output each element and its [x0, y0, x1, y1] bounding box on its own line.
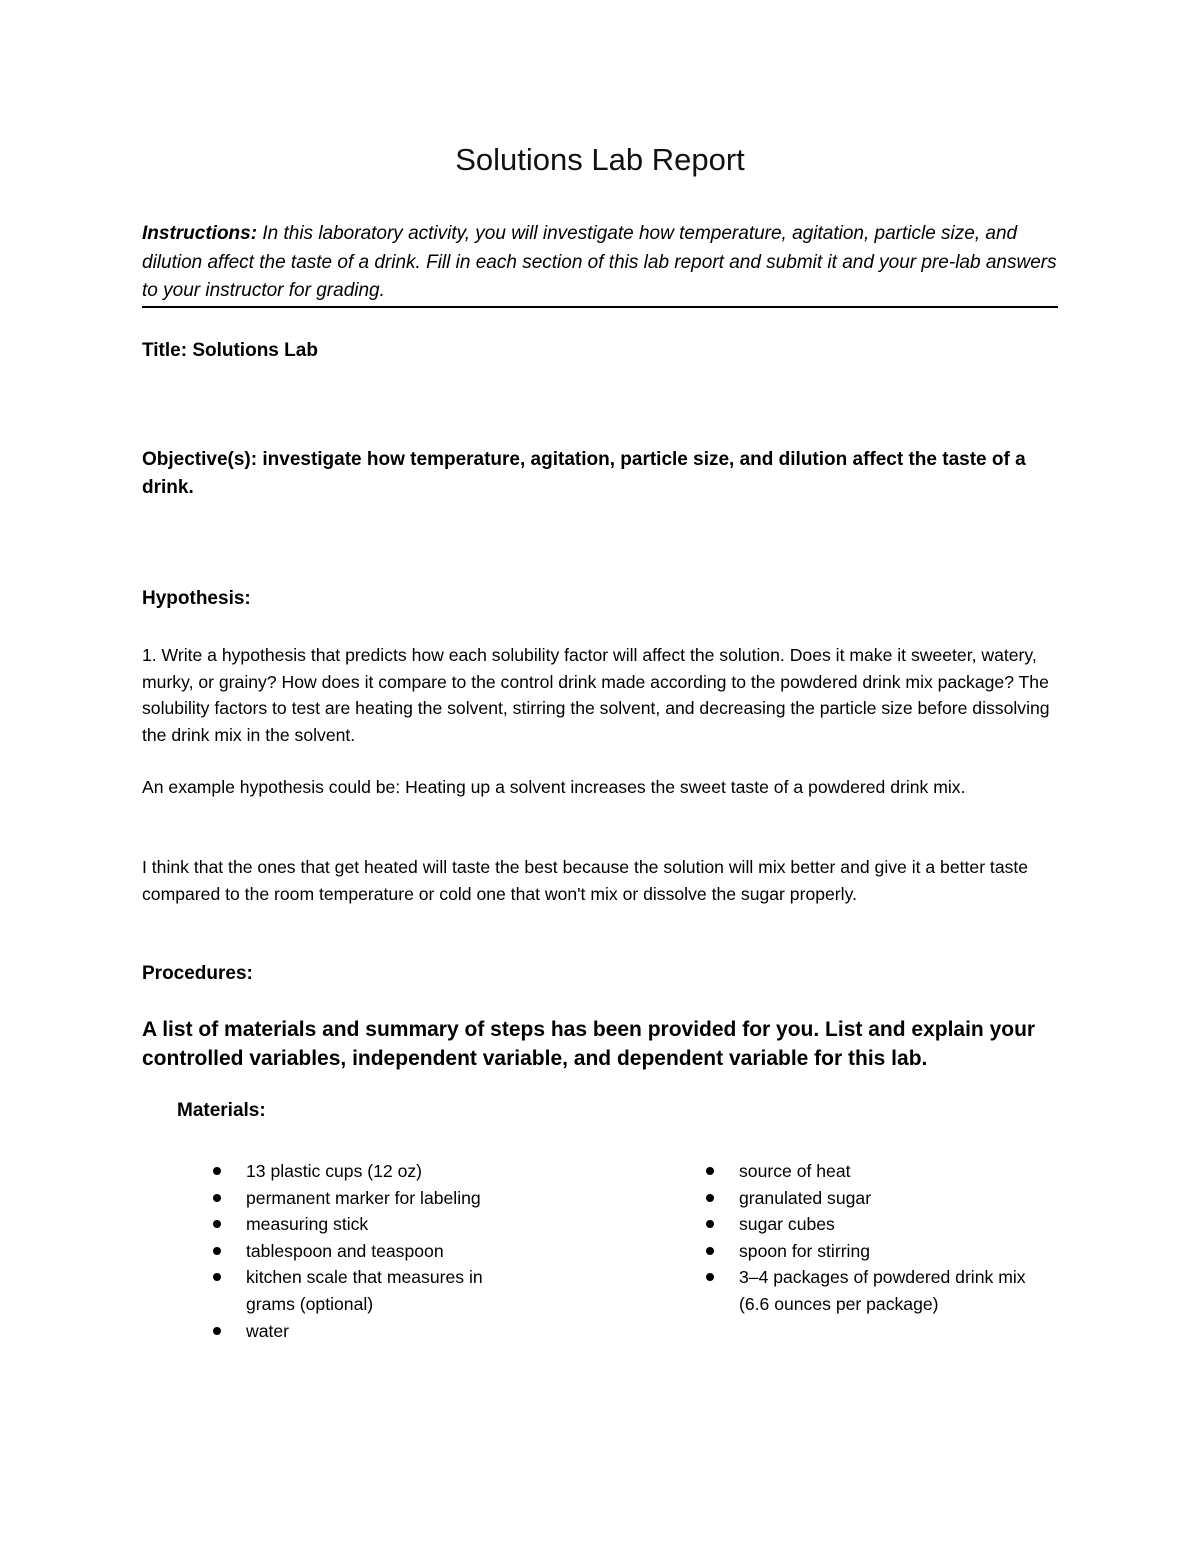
- bullet-icon: [213, 1220, 221, 1228]
- material-label: sugar cubes: [739, 1214, 835, 1235]
- material-label: permanent marker for labeling: [246, 1187, 481, 1208]
- document-title: Solutions Lab Report: [455, 142, 745, 177]
- material-label: source of heat: [739, 1161, 851, 1181]
- list-item: [213, 1238, 533, 1265]
- list-item: [706, 1211, 1036, 1238]
- list-item: [213, 1158, 533, 1185]
- hypothesis-example: An example hypothesis could be: Heating up a solvent increases the sweet taste of a powdered drink mix.: [142, 777, 966, 797]
- list-item: [706, 1158, 1036, 1185]
- list-item: [706, 1264, 1036, 1317]
- list-item: [706, 1185, 1036, 1212]
- instructions-label: Instructions:: [142, 223, 258, 244]
- list-item: [213, 1185, 533, 1212]
- materials-list-left: [213, 1158, 533, 1344]
- list-item: [706, 1238, 1036, 1265]
- horizontal-rule: [142, 306, 1058, 308]
- title-line: Title: Solutions Lab: [142, 340, 318, 361]
- bullet-icon: [706, 1247, 714, 1255]
- material-label: 13 plastic cups (12 oz): [246, 1161, 423, 1181]
- list-item: [213, 1264, 533, 1317]
- instructions-paragraph: [142, 220, 1062, 306]
- materials-list-right: [706, 1158, 1036, 1318]
- hypothesis-answer: I think that the ones that get heated will taste the best because the solution will mix better and give it a better taste compared to the room temperature or cold one that won't mix or dissolve the sugar properly.: [142, 857, 1029, 904]
- material-label: tablespoon and teaspoon: [246, 1240, 444, 1261]
- material-label: spoon for stirring: [739, 1240, 871, 1261]
- bullet-icon: [706, 1220, 714, 1228]
- material-label: granulated sugar: [739, 1187, 872, 1208]
- material-label: 3–4 packages of powdered drink mix (6.6 ounces per package): [739, 1267, 1026, 1314]
- material-label: water: [246, 1320, 290, 1341]
- material-label: measuring stick: [246, 1214, 369, 1235]
- instructions-text: In this laboratory activity, you will investigate how temperature, agitation, particle size, and dilution affect the taste of a drink. Fill in each section of this lab report and submit it and your pre-lab answers to your instructor for grading.: [142, 223, 1057, 301]
- procedures-summary: A list of materials and summary of steps has been provided for you. List and explain your controlled variables, independent variable, and dependent variable for this lab.: [142, 1018, 1036, 1070]
- materials-heading: Materials:: [177, 1100, 266, 1121]
- material-label: kitchen scale that measures in grams (optional): [246, 1267, 483, 1314]
- bullet-icon: [706, 1167, 714, 1175]
- list-item: [213, 1211, 533, 1238]
- bullet-icon: [213, 1327, 221, 1335]
- bullet-icon: [213, 1247, 221, 1255]
- bullet-icon: [706, 1273, 714, 1281]
- objective-line: Objective(s): investigate how temperature, agitation, particle size, and dilution affect the taste of a drink.: [142, 449, 1026, 498]
- hypothesis-question: 1. Write a hypothesis that predicts how each solubility factor will affect the solution. Does it make it sweeter, watery, murky, or grainy? How does it compare to the control drink made according to the powdered drink mix package? The solubility factors to test are heating the solvent, stirring the solvent, and decreasing the particle size before dissolving the drink mix in the solvent.: [142, 645, 1050, 745]
- procedures-heading: Procedures:: [142, 963, 253, 984]
- bullet-icon: [213, 1167, 221, 1175]
- bullet-icon: [706, 1194, 714, 1202]
- bullet-icon: [213, 1273, 221, 1281]
- hypothesis-heading: Hypothesis:: [142, 588, 251, 609]
- bullet-icon: [213, 1194, 221, 1202]
- list-item: [213, 1318, 533, 1345]
